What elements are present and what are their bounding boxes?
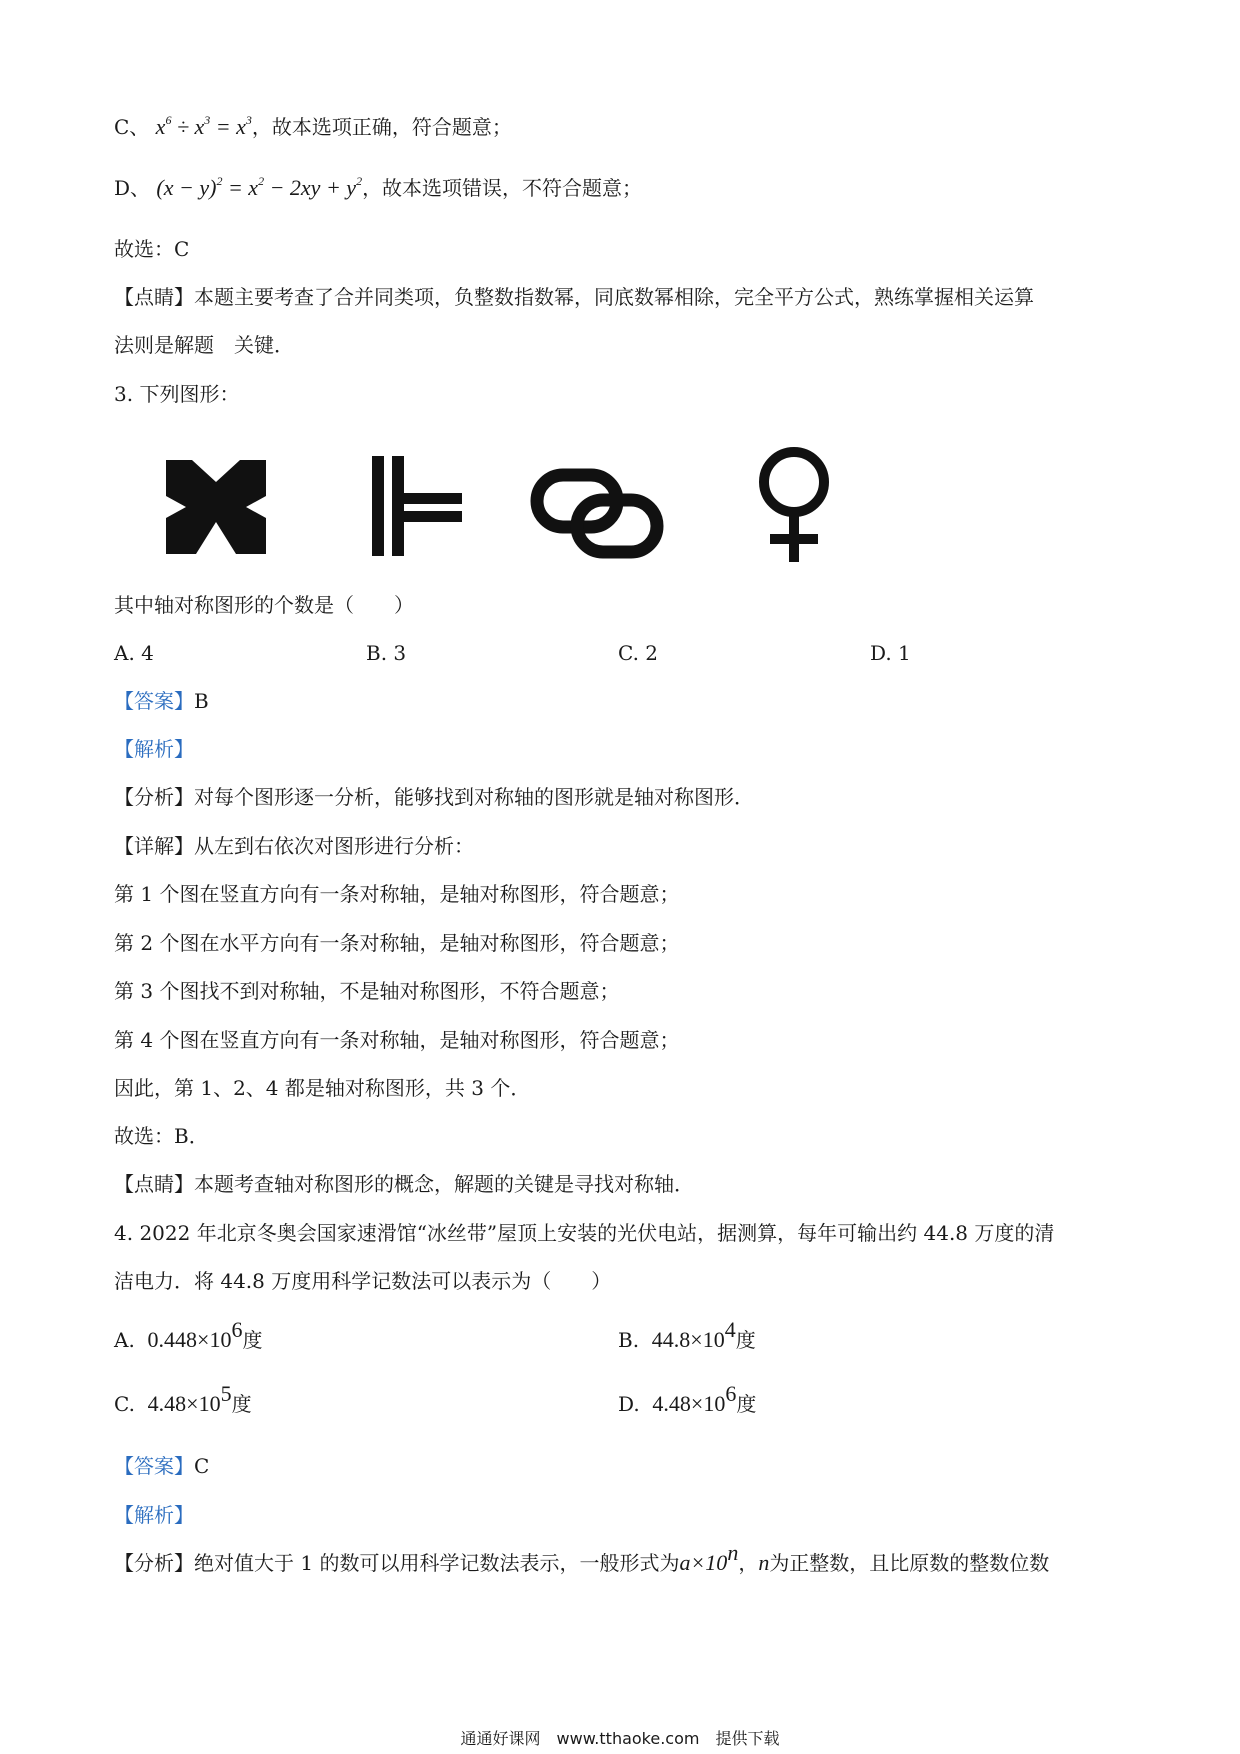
option-d: D. $4.48\times 10^6$度: [618, 1381, 757, 1416]
analysis-tag: 【解析】: [114, 737, 194, 761]
question-text: 其中轴对称图形的个数是（ ）: [114, 593, 414, 617]
detail-line: 第 2 个图在水平方向有一条对称轴，是轴对称图形，符合题意；: [114, 931, 680, 955]
option-d: D. 1: [870, 641, 911, 665]
remark-line: 法则是解题 关键．: [114, 333, 294, 357]
math-expression-c: $x^6 \div x^3 = x^3$: [155, 112, 252, 139]
option-d-line: D、 $(x - y)^2 = x^2 - 2xy + y^2$，故本选项错误，不符合题意；: [114, 173, 643, 200]
answer-value: B: [194, 689, 209, 713]
option-c-line: C、 $x^6 \div x^3 = x^3$，故本选项正确，符合题意；: [114, 112, 512, 139]
detail-line: 【详解】从左到右依次对图形进行分析：: [114, 834, 474, 858]
detail-line: 第 3 个图找不到对称轴，不是轴对称图形，不符合题意；: [114, 979, 620, 1003]
answer-tag: 【答案】: [114, 689, 194, 713]
question-stem: 4. 2022 年北京冬奥会国家速滑馆“冰丝带”屋顶上安装的光伏电站，据测算，每年可输出约 44.8 万度的清: [114, 1221, 1055, 1245]
question-stem: 洁电力．将 44.8 万度用科学记数法可以表示为（ ）: [114, 1269, 612, 1293]
option-a: A. 4: [114, 641, 154, 665]
remark-line: 【点睛】本题考查轴对称图形的概念，解题的关键是寻找对称轴．: [114, 1172, 694, 1196]
figure-4-female-symbol: [752, 446, 836, 562]
option-b: B. $44.8\times 10^4$度: [618, 1317, 756, 1352]
analysis-line: 【分析】对每个图形逐一分析，能够找到对称轴的图形就是轴对称图形．: [114, 785, 754, 809]
analysis-line: 【分析】绝对值大于 1 的数可以用科学记数法表示，一般形式为$a\times 10^n$，n为正整数，且比原数的整数位数: [114, 1540, 1050, 1575]
figure-3-chain-links: [530, 468, 664, 560]
detail-line: 故选：B．: [114, 1124, 209, 1148]
answer-line: [114, 1452, 209, 1480]
option-b: B. 3: [366, 641, 407, 665]
figure-2-pattern: [372, 456, 462, 556]
option-c: C. 2: [618, 641, 659, 665]
answer-line: [114, 687, 209, 715]
remark-line: 【点睛】本题主要考查了合并同类项，负整数指数幂，同底数幂相除，完全平方公式，熟练掌握相关运算: [114, 285, 1034, 309]
answer-tag: 【答案】: [114, 1454, 194, 1478]
answer-line: 故选：C: [114, 237, 190, 261]
option-a: A. $0.448\times 10^6$度: [114, 1317, 263, 1352]
figure-1-pattern: [166, 460, 266, 554]
question-stem: 3. 下列图形：: [114, 382, 240, 406]
math-expression-d: $(x - y)^2 = x^2 - 2xy + y^2$: [156, 173, 363, 200]
detail-line: 第 1 个图在竖直方向有一条对称轴，是轴对称图形，符合题意；: [114, 882, 680, 906]
answer-value: C: [194, 1454, 210, 1478]
option-c: C. $4.48\times 10^5$度: [114, 1381, 252, 1416]
page-footer: 通通好课网 www.tthaoke.com 提供下载: [460, 1729, 780, 1748]
analysis-tag: 【解析】: [114, 1503, 194, 1527]
detail-line: 第 4 个图在竖直方向有一条对称轴，是轴对称图形，符合题意；: [114, 1028, 680, 1052]
detail-line: 因此，第 1、2、4 都是轴对称图形，共 3 个．: [114, 1076, 531, 1100]
